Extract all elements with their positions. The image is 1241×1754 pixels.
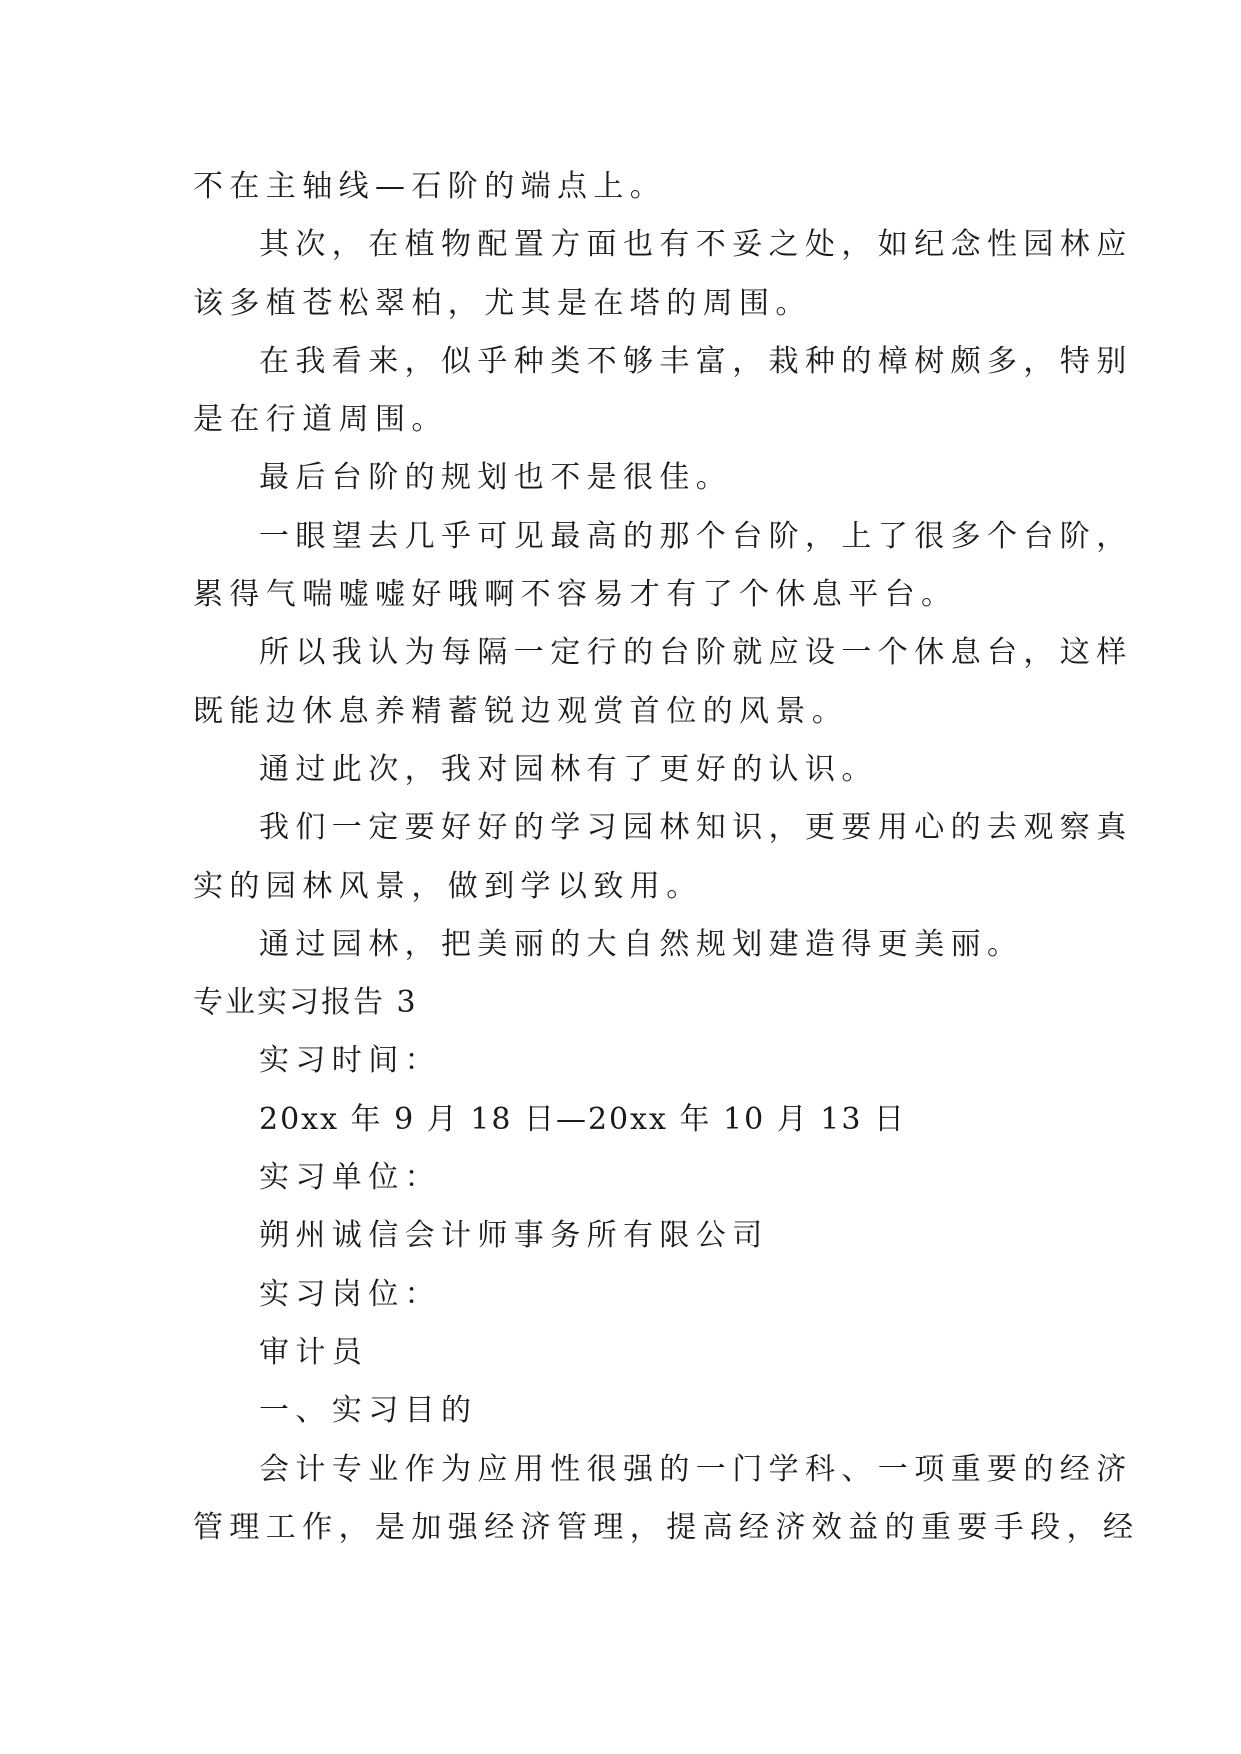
- field-value: 20xx 年 9 月 18 日—20xx 年 10 月 13 日: [259, 1101, 906, 1137]
- paragraph-line: 在我看来，似乎种类不够丰富，栽种的樟树颇多，特别: [259, 343, 1133, 379]
- section-heading: 专业实习报告 3: [193, 985, 418, 1021]
- paragraph-line: 管理工作，是加强经济管理，提高经济效益的重要手段，经: [193, 1509, 1140, 1545]
- field-label: 实习单位：: [259, 1160, 441, 1196]
- paragraph-line: 我们一定要好好的学习园林知识，更要用心的去观察真: [259, 810, 1133, 846]
- paragraph-line: 所以我认为每隔一定行的台阶就应设一个休息台，这样: [259, 635, 1133, 671]
- paragraph-line: 其次，在植物配置方面也有不妥之处，如纪念性园林应: [259, 227, 1133, 263]
- paragraph-line: 实的园林风景，做到学以致用。: [193, 868, 703, 904]
- paragraph-line: 该多植苍松翠柏，尤其是在塔的周围。: [193, 285, 812, 321]
- paragraph-line: 不在主轴线—石阶的端点上。: [193, 169, 667, 204]
- paragraph-line: 是在行道周围。: [193, 402, 448, 438]
- paragraph-line: 既能边休息养精蓄锐边观赏首位的风景。: [193, 693, 849, 729]
- paragraph-line: 通过园林，把美丽的大自然规划建造得更美丽。: [259, 926, 1024, 962]
- paragraph-line: 累得气喘嘘嘘好哦啊不容易才有了个休息平台。: [193, 577, 958, 613]
- document-body: [193, 158, 1140, 1557]
- field-label: 实习岗位：: [259, 1276, 441, 1312]
- paragraph-line: 一眼望去几乎可见最高的那个台阶，上了很多个台阶，: [259, 518, 1133, 554]
- paragraph-line: 最后台阶的规划也不是很佳。: [259, 460, 733, 496]
- paragraph-line: 通过此次，我对园林有了更好的认识。: [259, 751, 878, 787]
- field-value: 审计员: [259, 1334, 369, 1370]
- subsection-heading: 一、实习目的: [259, 1393, 478, 1429]
- paragraph-line: 会计专业作为应用性很强的一门学科、一项重要的经济: [259, 1451, 1133, 1487]
- field-value: 朔州诚信会计师事务所有限公司: [259, 1218, 769, 1254]
- field-label: 实习时间：: [259, 1043, 441, 1079]
